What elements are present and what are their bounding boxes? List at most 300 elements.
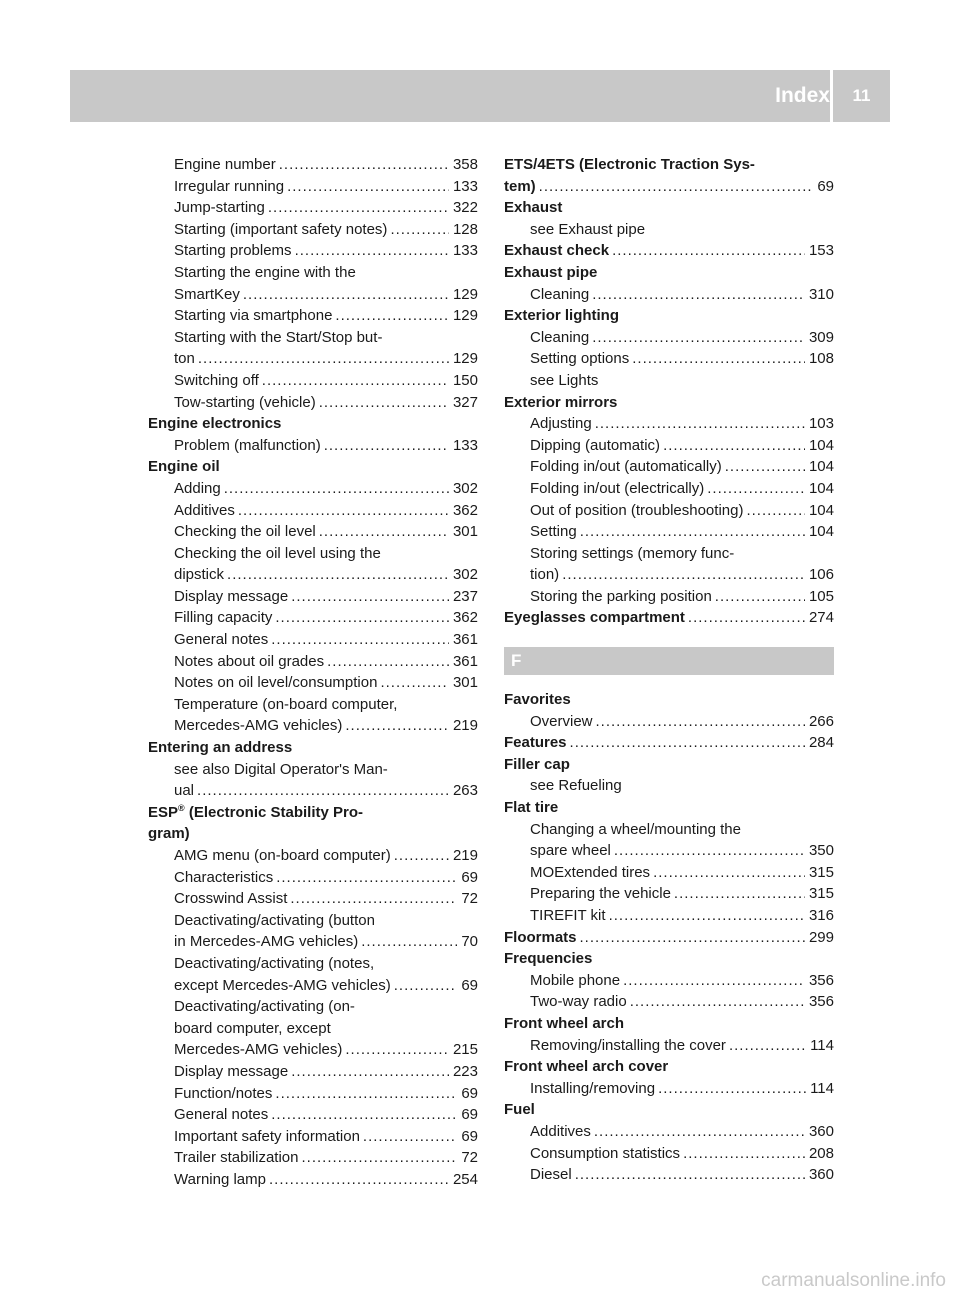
dot-leader bbox=[729, 1035, 806, 1057]
index-line bbox=[504, 927, 834, 949]
index-line bbox=[504, 1078, 834, 1100]
index-subentry bbox=[148, 219, 478, 241]
page-reference[interactable]: 358 bbox=[452, 156, 478, 173]
index-term-text: Problem (malfunction) bbox=[174, 436, 321, 454]
index-heading bbox=[148, 413, 478, 435]
dot-leader bbox=[295, 240, 449, 262]
page-reference[interactable]: 106 bbox=[808, 566, 834, 584]
index-line bbox=[504, 348, 834, 370]
page-reference[interactable]: 322 bbox=[452, 199, 478, 217]
index-term-text: Frequencies bbox=[504, 950, 593, 968]
index-subentry bbox=[504, 905, 834, 927]
index-term bbox=[174, 1147, 299, 1169]
index-subentry bbox=[148, 953, 478, 996]
dot-leader bbox=[302, 1147, 458, 1169]
page-reference[interactable]: 150 bbox=[452, 371, 478, 389]
index-term-text: Switching off bbox=[174, 371, 259, 389]
index-subentry bbox=[504, 970, 834, 992]
dot-leader bbox=[683, 1143, 805, 1165]
index-term-text: Engine electronics bbox=[148, 415, 282, 433]
registered-mark: ® bbox=[178, 802, 185, 813]
index-subentry bbox=[504, 348, 834, 370]
index-line bbox=[148, 435, 478, 457]
dot-leader bbox=[715, 586, 805, 608]
dot-leader bbox=[632, 348, 805, 370]
index-line bbox=[148, 1169, 478, 1191]
index-term-text: Exhaust pipe bbox=[504, 263, 598, 281]
page-reference[interactable]: 104 bbox=[808, 458, 834, 476]
index-term bbox=[174, 780, 194, 802]
dot-leader bbox=[394, 975, 458, 997]
index-term-text: Preparing the vehicle bbox=[530, 885, 671, 903]
index-heading bbox=[504, 262, 834, 284]
dot-leader bbox=[688, 607, 805, 629]
index-line bbox=[504, 1143, 834, 1165]
index-term bbox=[504, 797, 558, 819]
index-line bbox=[504, 370, 834, 392]
index-term-text: Display message bbox=[174, 1062, 289, 1080]
index-line bbox=[148, 176, 478, 198]
index-term-text: Favorites bbox=[504, 691, 571, 709]
index-term-text: Dipping (automatic) bbox=[530, 436, 661, 454]
index-line bbox=[148, 1147, 478, 1169]
page-reference[interactable]: 301 bbox=[452, 674, 478, 692]
index-term bbox=[148, 802, 363, 824]
index-term-text: Starting problems bbox=[174, 242, 292, 260]
dot-leader bbox=[562, 564, 805, 586]
page-reference[interactable]: 105 bbox=[808, 587, 834, 605]
index-term-text: Adding bbox=[174, 479, 221, 497]
index-term bbox=[174, 867, 273, 889]
page-reference[interactable]: 114 bbox=[810, 1079, 834, 1097]
page-reference[interactable]: 301 bbox=[452, 523, 478, 541]
index-subentry bbox=[148, 759, 478, 802]
index-subentry bbox=[148, 176, 478, 198]
index-subentry bbox=[504, 478, 834, 500]
dot-leader bbox=[345, 1039, 449, 1061]
index-subentry bbox=[148, 586, 478, 608]
index-term-text: Features bbox=[504, 734, 567, 752]
page-reference[interactable]: 327 bbox=[452, 393, 478, 411]
index-term-text: (Electronic Stability Pro- bbox=[184, 803, 364, 821]
index-term-text: Changing a wheel/mounting the bbox=[530, 820, 741, 838]
index-term bbox=[530, 991, 627, 1013]
page-reference[interactable]: 128 bbox=[452, 220, 478, 238]
page-reference[interactable]: 104 bbox=[808, 436, 834, 454]
index-term bbox=[174, 1169, 266, 1191]
index-term bbox=[174, 1061, 288, 1083]
index-term bbox=[504, 1013, 624, 1035]
index-subentry bbox=[148, 154, 478, 176]
index-subentry bbox=[504, 1035, 834, 1057]
index-term bbox=[174, 931, 358, 953]
index-subentry bbox=[148, 845, 478, 867]
index-term-text: Storing settings (memory func- bbox=[530, 544, 735, 562]
index-line bbox=[504, 970, 834, 992]
index-line bbox=[148, 1039, 478, 1061]
index-term-text: Function/notes bbox=[174, 1084, 273, 1102]
page-reference[interactable]: 104 bbox=[808, 501, 834, 519]
index-term bbox=[174, 197, 265, 219]
dot-leader bbox=[390, 219, 449, 241]
index-term bbox=[174, 305, 332, 327]
index-line bbox=[504, 154, 834, 176]
index-term bbox=[174, 672, 377, 694]
dot-leader bbox=[596, 711, 805, 733]
index-subentry bbox=[504, 1143, 834, 1165]
page-reference[interactable]: 69 bbox=[461, 1127, 478, 1145]
index-subentry bbox=[504, 711, 834, 733]
index-term-text: General notes bbox=[174, 1106, 269, 1124]
index-line bbox=[504, 840, 834, 862]
index-line bbox=[148, 607, 478, 629]
index-line bbox=[148, 780, 478, 802]
index-line bbox=[504, 948, 834, 970]
index-term-text: ual bbox=[174, 782, 195, 800]
index-term-text: Setting bbox=[530, 523, 577, 541]
index-term-text: in Mercedes-AMG vehicles) bbox=[174, 933, 359, 951]
index-term-text: Temperature (on-board computer, bbox=[174, 695, 398, 713]
index-term-text: Cleaning bbox=[530, 285, 590, 303]
index-term bbox=[174, 975, 391, 997]
dot-leader bbox=[539, 176, 814, 198]
dot-leader bbox=[575, 1164, 805, 1186]
index-term bbox=[148, 456, 220, 478]
index-term bbox=[174, 607, 272, 629]
index-line bbox=[504, 392, 834, 414]
index-term-text: spare wheel bbox=[530, 842, 611, 860]
index-term-text: Notes on oil level/consumption bbox=[174, 674, 378, 692]
index-term bbox=[530, 219, 645, 241]
page-reference[interactable]: 284 bbox=[808, 734, 834, 752]
dot-leader bbox=[276, 867, 457, 889]
index-line bbox=[148, 500, 478, 522]
section-letter-header: F bbox=[504, 647, 834, 675]
page-reference[interactable]: 72 bbox=[461, 890, 478, 908]
index-line bbox=[504, 284, 834, 306]
index-term-text: Storing the parking position bbox=[530, 587, 712, 605]
index-line bbox=[148, 629, 478, 651]
index-heading bbox=[504, 197, 834, 219]
page-reference[interactable]: 360 bbox=[808, 1166, 834, 1184]
index-term-text: TIREFIT kit bbox=[530, 907, 606, 924]
index-line bbox=[148, 651, 478, 673]
index-term-text: Notes about oil grades bbox=[174, 652, 325, 670]
dot-leader bbox=[658, 1078, 806, 1100]
page-reference[interactable]: 69 bbox=[461, 976, 478, 994]
page-reference[interactable]: 219 bbox=[452, 847, 478, 864]
dot-leader bbox=[394, 845, 449, 867]
index-subentry bbox=[148, 500, 478, 522]
index-term-text: gram) bbox=[148, 825, 190, 843]
index-term bbox=[530, 905, 606, 927]
index-line bbox=[148, 370, 478, 392]
dot-leader bbox=[630, 991, 805, 1013]
index-term-text: tion) bbox=[530, 566, 560, 584]
index-heading bbox=[504, 1056, 834, 1078]
page-reference[interactable]: 361 bbox=[452, 652, 478, 670]
index-term bbox=[504, 262, 597, 284]
index-term bbox=[504, 1099, 535, 1121]
index-subentry bbox=[504, 543, 834, 586]
index-line bbox=[504, 500, 834, 522]
index-subentry bbox=[148, 197, 478, 219]
index-term-text: MOExtended tires bbox=[530, 863, 651, 881]
page-reference[interactable]: 133 bbox=[452, 436, 478, 454]
index-term-text: board computer, except bbox=[174, 1019, 331, 1037]
index-term-text: Exhaust bbox=[504, 199, 563, 217]
page-reference[interactable]: 254 bbox=[452, 1170, 478, 1188]
index-line bbox=[504, 991, 834, 1013]
index-term bbox=[530, 564, 559, 586]
index-subentry bbox=[148, 1104, 478, 1126]
index-subentry bbox=[504, 1078, 834, 1100]
index-term-text: see Exhaust pipe bbox=[530, 220, 646, 238]
page-reference[interactable]: 153 bbox=[808, 242, 834, 260]
page-reference[interactable]: 223 bbox=[452, 1062, 478, 1080]
dot-leader bbox=[279, 154, 449, 176]
index-term bbox=[504, 948, 592, 970]
index-term bbox=[504, 927, 577, 949]
index-term-text: Setting options bbox=[530, 350, 630, 368]
page-number: 11 bbox=[852, 86, 871, 105]
index-subentry bbox=[148, 910, 478, 953]
index-term bbox=[174, 240, 292, 262]
index-term-text: Folding in/out (electrically) bbox=[530, 479, 705, 497]
index-line bbox=[504, 543, 834, 565]
dot-leader bbox=[595, 413, 805, 435]
page-reference[interactable]: 299 bbox=[808, 928, 834, 946]
page-reference[interactable]: 72 bbox=[461, 1149, 478, 1167]
index-line bbox=[148, 759, 478, 781]
page-reference[interactable]: 133 bbox=[452, 242, 478, 260]
index-line bbox=[148, 564, 478, 586]
index-subentry bbox=[148, 651, 478, 673]
index-term bbox=[174, 1104, 268, 1126]
page-reference[interactable]: 103 bbox=[808, 415, 834, 433]
page-reference[interactable]: 362 bbox=[452, 501, 478, 519]
index-line bbox=[504, 521, 834, 543]
index-term bbox=[174, 564, 224, 586]
index-heading bbox=[504, 305, 834, 327]
page-reference[interactable]: 69 bbox=[817, 177, 834, 195]
dot-leader bbox=[197, 780, 449, 802]
page-reference[interactable]: 361 bbox=[452, 631, 478, 649]
index-subentry bbox=[504, 413, 834, 435]
index-term bbox=[174, 715, 342, 737]
index-subentry bbox=[148, 327, 478, 370]
index-term bbox=[530, 327, 589, 349]
index-subentry bbox=[504, 819, 834, 862]
index-heading bbox=[504, 1013, 834, 1035]
index-heading bbox=[504, 927, 834, 949]
index-term-text: see Lights bbox=[530, 371, 599, 389]
page-reference[interactable]: 309 bbox=[808, 328, 834, 346]
dot-leader bbox=[319, 392, 449, 414]
index-term-text: Diesel bbox=[530, 1166, 572, 1184]
page-reference[interactable]: 104 bbox=[808, 479, 834, 497]
index-term bbox=[174, 284, 240, 306]
index-line bbox=[504, 219, 834, 241]
index-line bbox=[148, 262, 478, 284]
page-reference[interactable]: 302 bbox=[452, 479, 478, 497]
index-heading bbox=[504, 797, 834, 819]
dot-leader bbox=[363, 1126, 457, 1148]
page-reference[interactable]: 104 bbox=[808, 523, 834, 541]
index-line bbox=[148, 672, 478, 694]
index-subentry bbox=[504, 521, 834, 543]
index-term bbox=[174, 478, 221, 500]
page-reference[interactable]: 263 bbox=[452, 782, 478, 800]
index-term bbox=[174, 996, 355, 1018]
page-title: Index bbox=[775, 84, 830, 107]
index-heading bbox=[504, 240, 834, 262]
page-reference[interactable]: 129 bbox=[452, 285, 478, 303]
index-line bbox=[504, 305, 834, 327]
index-line bbox=[504, 775, 834, 797]
page-reference[interactable]: 114 bbox=[810, 1036, 834, 1054]
page-reference[interactable]: 237 bbox=[452, 587, 478, 605]
index-heading bbox=[504, 154, 834, 197]
index-term bbox=[174, 435, 321, 457]
index-term-text: Two-way radio bbox=[530, 993, 627, 1011]
page-reference[interactable]: 274 bbox=[808, 609, 834, 627]
index-term bbox=[174, 759, 388, 781]
index-line bbox=[148, 888, 478, 910]
page-reference[interactable]: 108 bbox=[808, 350, 834, 368]
page-reference[interactable]: 316 bbox=[808, 907, 834, 924]
index-line bbox=[148, 845, 478, 867]
page-reference[interactable]: 356 bbox=[808, 971, 834, 989]
index-term-text: Front wheel arch bbox=[504, 1014, 625, 1032]
index-subentry bbox=[148, 262, 478, 305]
index-term bbox=[504, 732, 567, 754]
page-reference[interactable]: 266 bbox=[808, 712, 834, 730]
index-subentry bbox=[148, 867, 478, 889]
index-term-text: Eyeglasses compartment bbox=[504, 609, 685, 627]
index-line bbox=[504, 689, 834, 711]
index-line bbox=[148, 197, 478, 219]
page-reference[interactable]: 70 bbox=[461, 933, 478, 951]
index-line bbox=[504, 262, 834, 284]
page-reference[interactable]: 362 bbox=[452, 609, 478, 627]
page-reference[interactable]: 356 bbox=[808, 993, 834, 1011]
index-term bbox=[174, 176, 284, 198]
page-reference[interactable]: 315 bbox=[808, 885, 834, 903]
index-term bbox=[174, 500, 235, 522]
page-reference[interactable]: 129 bbox=[452, 307, 478, 325]
index-subentry bbox=[504, 284, 834, 306]
page-reference[interactable]: 133 bbox=[452, 177, 478, 195]
index-term bbox=[174, 1039, 342, 1061]
index-subentry bbox=[148, 888, 478, 910]
page-reference[interactable]: 208 bbox=[808, 1144, 834, 1162]
index-term bbox=[504, 689, 571, 711]
index-line bbox=[148, 931, 478, 953]
page-reference[interactable]: 129 bbox=[452, 350, 478, 368]
index-term bbox=[174, 651, 324, 673]
index-subentry bbox=[148, 521, 478, 543]
index-subentry bbox=[148, 694, 478, 737]
dot-leader bbox=[291, 586, 449, 608]
page-reference[interactable]: 302 bbox=[452, 566, 478, 584]
index-subentry bbox=[504, 1121, 834, 1143]
index-term-text: Starting the engine with the bbox=[174, 263, 356, 281]
dot-leader bbox=[361, 931, 457, 953]
index-subentry bbox=[504, 370, 834, 392]
index-term bbox=[530, 1121, 591, 1143]
index-term-text: Deactivating/activating (notes, bbox=[174, 954, 375, 972]
index-line bbox=[504, 456, 834, 478]
index-subentry bbox=[148, 607, 478, 629]
page-reference[interactable]: 219 bbox=[452, 717, 478, 735]
index-heading bbox=[504, 754, 834, 776]
index-term-text: ESP bbox=[148, 803, 179, 821]
dot-leader bbox=[570, 732, 805, 754]
index-term-text: Additives bbox=[530, 1122, 591, 1140]
index-subentry bbox=[504, 991, 834, 1013]
index-subentry bbox=[148, 478, 478, 500]
index-subentry bbox=[148, 1169, 478, 1191]
index-term-text: Engine number bbox=[174, 156, 276, 173]
index-line bbox=[148, 284, 478, 306]
index-line bbox=[148, 1104, 478, 1126]
index-line bbox=[504, 732, 834, 754]
dot-leader bbox=[290, 888, 457, 910]
index-term-text: Characteristics bbox=[174, 868, 274, 886]
index-line bbox=[148, 154, 478, 176]
dot-leader bbox=[746, 500, 805, 522]
index-term bbox=[530, 711, 593, 733]
index-term bbox=[530, 862, 650, 884]
index-subentry bbox=[504, 327, 834, 349]
index-line bbox=[148, 867, 478, 889]
index-term bbox=[174, 154, 276, 176]
page-reference[interactable]: 350 bbox=[808, 842, 834, 860]
index-line bbox=[148, 1126, 478, 1148]
index-line bbox=[504, 586, 834, 608]
dot-leader bbox=[287, 176, 449, 198]
index-subentry bbox=[148, 543, 478, 586]
dot-leader bbox=[324, 435, 449, 457]
dot-leader bbox=[227, 564, 449, 586]
index-line bbox=[504, 478, 834, 500]
page-reference[interactable]: 69 bbox=[461, 868, 478, 886]
index-subentry bbox=[504, 586, 834, 608]
page-reference[interactable]: 310 bbox=[808, 285, 834, 303]
page-reference[interactable]: 69 bbox=[461, 1084, 478, 1102]
dot-leader bbox=[592, 327, 805, 349]
index-term-text: Mercedes-AMG vehicles) bbox=[174, 717, 343, 735]
index-term-text: Starting (important safety notes) bbox=[174, 220, 388, 238]
page-reference[interactable]: 315 bbox=[808, 863, 834, 881]
index-term bbox=[530, 500, 743, 522]
index-subentry bbox=[504, 1164, 834, 1186]
index-line bbox=[504, 754, 834, 776]
index-heading bbox=[504, 689, 834, 711]
index-term bbox=[174, 586, 288, 608]
index-term bbox=[530, 478, 704, 500]
dot-leader bbox=[268, 197, 449, 219]
page-reference[interactable]: 215 bbox=[452, 1041, 478, 1059]
page-reference[interactable]: 69 bbox=[461, 1106, 478, 1124]
page-reference[interactable]: 360 bbox=[808, 1122, 834, 1140]
index-subentry bbox=[504, 219, 834, 241]
index-term bbox=[530, 883, 671, 905]
dot-leader bbox=[725, 456, 805, 478]
index-line bbox=[148, 305, 478, 327]
index-line bbox=[504, 883, 834, 905]
